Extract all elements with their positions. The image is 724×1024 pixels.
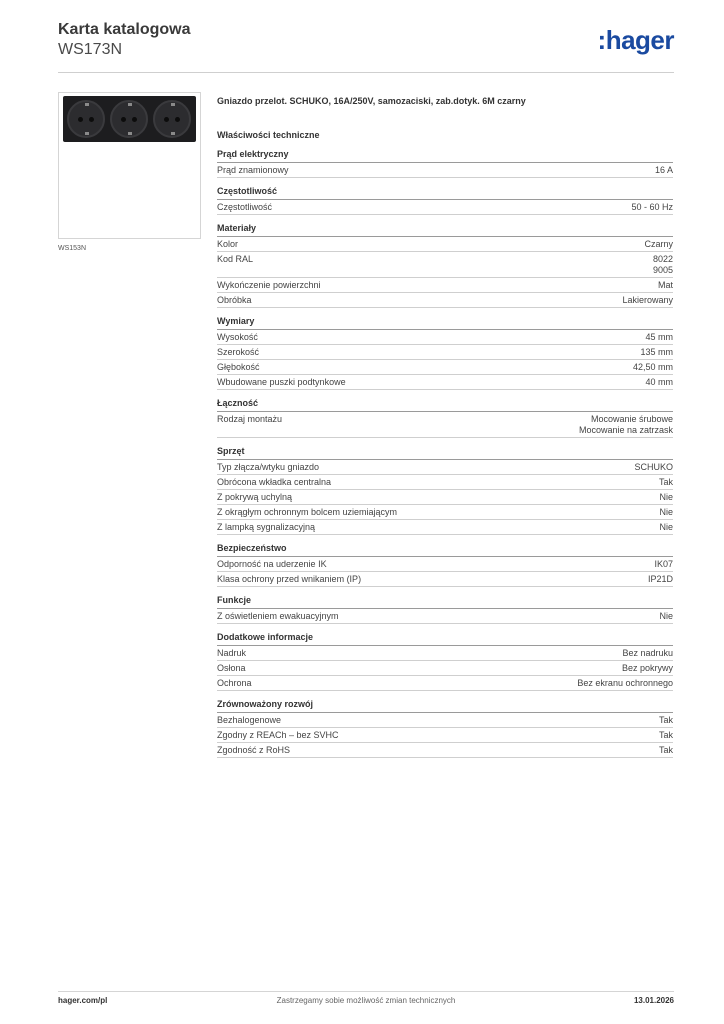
spec-label: Zgodny z REACh – bez SVHC (217, 730, 339, 740)
spec-label: Wysokość (217, 332, 258, 342)
spec-row (217, 557, 673, 572)
spec-value-line: Nie (659, 507, 673, 517)
spec-value-line: 8022 (652, 254, 673, 264)
spec-value (659, 745, 673, 756)
spec-value (659, 477, 673, 488)
spec-row (217, 200, 673, 215)
socket-strip-illustration (63, 96, 196, 142)
spec-label: Obróbka (217, 295, 252, 305)
footer-date: 13.01.2026 (633, 996, 674, 1005)
spec-value (577, 678, 673, 689)
spec-label: Kod RAL (217, 254, 254, 264)
spec-value-line: 135 mm (640, 347, 673, 357)
spec-label: Szerokość (217, 347, 260, 357)
spec-row (217, 505, 673, 520)
spec-row (217, 728, 673, 743)
page-footer (58, 992, 674, 1008)
spec-value (659, 611, 673, 622)
spec-label: Częstotliwość (217, 202, 273, 212)
spec-section (217, 186, 673, 215)
header-divider (58, 72, 674, 73)
spec-value-line: Bez nadruku (622, 648, 673, 658)
spec-value-line: Nie (659, 522, 673, 532)
spec-row (217, 278, 673, 293)
spec-value-line: Tak (658, 715, 673, 725)
spec-row (217, 661, 673, 676)
spec-value-line: Nie (659, 492, 673, 502)
spec-value (659, 522, 673, 533)
spec-row (217, 163, 673, 178)
spec-section (217, 699, 673, 758)
spec-value (648, 574, 673, 585)
spec-value-line: Nie (659, 611, 673, 621)
spec-label: Z oświetleniem ewakuacyjnym (217, 611, 339, 621)
spec-row (217, 475, 673, 490)
spec-value-line: 45 mm (645, 332, 673, 342)
spec-value (634, 462, 673, 473)
spec-value-line: 42,50 mm (632, 362, 673, 372)
spec-section (217, 543, 673, 587)
spec-row (217, 743, 673, 758)
spec-sections (217, 149, 673, 758)
spec-value (622, 648, 673, 659)
spec-label: Obrócona wkładka centralna (217, 477, 332, 487)
hager-logo[interactable]: :hager (597, 25, 674, 55)
spec-section (217, 632, 673, 691)
spec-value-line: SCHUKO (634, 462, 673, 472)
spec-row (217, 375, 673, 390)
spec-value (622, 663, 673, 674)
spec-section (217, 398, 673, 438)
spec-value (659, 730, 673, 741)
spec-row (217, 609, 673, 624)
section-title: Zrównoważony rozwój (217, 699, 673, 713)
spec-row (217, 520, 673, 535)
socket-icon (67, 100, 105, 138)
product-image (58, 92, 201, 239)
spec-value (644, 239, 673, 250)
image-caption: WS153N (58, 245, 87, 252)
spec-value (640, 347, 673, 358)
spec-section (217, 149, 673, 178)
spec-label: Klasa ochrony przed wnikaniem (IP) (217, 574, 362, 584)
section-title: Materiały (217, 223, 673, 237)
spec-row (217, 490, 673, 505)
spec-value (654, 559, 673, 570)
spec-label: Z lampką sygnalizacyjną (217, 522, 316, 532)
product-description: Gniazdo przelot. SCHUKO, 16A/250V, samozaciski, zab.dotyk. 6M czarny (217, 96, 526, 106)
spec-value-line: Bez pokrywy (621, 663, 673, 673)
spec-row (217, 360, 673, 375)
page-header (58, 20, 674, 70)
spec-value-line: Mocowanie na zatrzask (578, 425, 673, 435)
spec-section (217, 446, 673, 535)
spec-value (633, 362, 673, 373)
spec-label: Zgodność z RoHS (217, 745, 291, 755)
spec-label: Typ złącza/wtyku gniazdo (217, 462, 320, 472)
spec-row (217, 330, 673, 345)
spec-value-line: Tak (658, 745, 673, 755)
document-title: Karta katalogowa (58, 21, 191, 38)
spec-section (217, 595, 673, 624)
spec-label: Z okrągłym ochronnym bolcem uziemiającym (217, 507, 398, 517)
section-title: Łączność (217, 398, 673, 412)
spec-value (653, 254, 673, 276)
spec-label: Odporność na uderzenie IK (217, 559, 327, 569)
section-title: Dodatkowe informacje (217, 632, 673, 646)
spec-value (659, 715, 673, 726)
spec-row (217, 646, 673, 661)
spec-row (217, 460, 673, 475)
spec-value-line: Tak (658, 477, 673, 487)
spec-value (655, 165, 673, 176)
spec-value-line: 40 mm (645, 377, 673, 387)
spec-value-line: IK07 (654, 559, 673, 569)
spec-value-line: IP21D (647, 574, 673, 584)
socket-icon (153, 100, 191, 138)
spec-label: Ochrona (217, 678, 252, 688)
spec-label: Wbudowane puszki podtynkowe (217, 377, 346, 387)
spec-value-line: Mocowanie śrubowe (590, 414, 673, 424)
spec-value (645, 377, 673, 388)
spec-value (579, 414, 673, 436)
section-title: Wymiary (217, 316, 673, 330)
spec-section (217, 223, 673, 308)
section-title: Sprzęt (217, 446, 673, 460)
socket-icon (110, 100, 148, 138)
spec-value-line: 16 A (654, 165, 673, 175)
spec-row (217, 237, 673, 252)
spec-value (631, 202, 673, 213)
section-title: Częstotliwość (217, 186, 673, 200)
section-title: Bezpieczeństwo (217, 543, 673, 557)
spec-label: Bezhalogenowe (217, 715, 282, 725)
spec-value-line: Czarny (644, 239, 673, 249)
spec-value (659, 507, 673, 518)
spec-value-line: Mat (657, 280, 673, 290)
spec-row (217, 412, 673, 438)
spec-label: Wykończenie powierzchni (217, 280, 321, 290)
footer-notice: Zastrzegamy sobie możliwość zmian technicznych (276, 996, 456, 1005)
spec-value (622, 295, 673, 306)
spec-value-line: Lakierowany (622, 295, 673, 305)
spec-section (217, 316, 673, 390)
spec-row (217, 713, 673, 728)
product-details (217, 95, 673, 758)
spec-label: Kolor (217, 239, 239, 249)
spec-value-line: 50 - 60 Hz (631, 202, 673, 212)
spec-row (217, 676, 673, 691)
spec-value (659, 492, 673, 503)
spec-label: Prąd znamionowy (217, 165, 289, 175)
website-link[interactable]: hager.com/pl (58, 996, 108, 1005)
spec-label: Z pokrywą uchylną (217, 492, 293, 502)
spec-value (658, 280, 673, 291)
spec-value-line: 9005 (652, 265, 673, 275)
product-code: WS173N (58, 41, 123, 58)
spec-row (217, 345, 673, 360)
section-title: Prąd elektryczny (217, 149, 673, 163)
properties-title: Właściwości techniczne (217, 130, 320, 140)
spec-label: Nadruk (217, 648, 247, 658)
spec-label: Osłona (217, 663, 246, 673)
section-title: Funkcje (217, 595, 673, 609)
spec-label: Głębokość (217, 362, 260, 372)
spec-value-line: Bez ekranu ochronnego (577, 678, 673, 688)
spec-row (217, 293, 673, 308)
spec-row (217, 252, 673, 278)
spec-label: Rodzaj montażu (217, 414, 283, 424)
spec-value-line: Tak (658, 730, 673, 740)
spec-row (217, 572, 673, 587)
spec-value (645, 332, 673, 343)
